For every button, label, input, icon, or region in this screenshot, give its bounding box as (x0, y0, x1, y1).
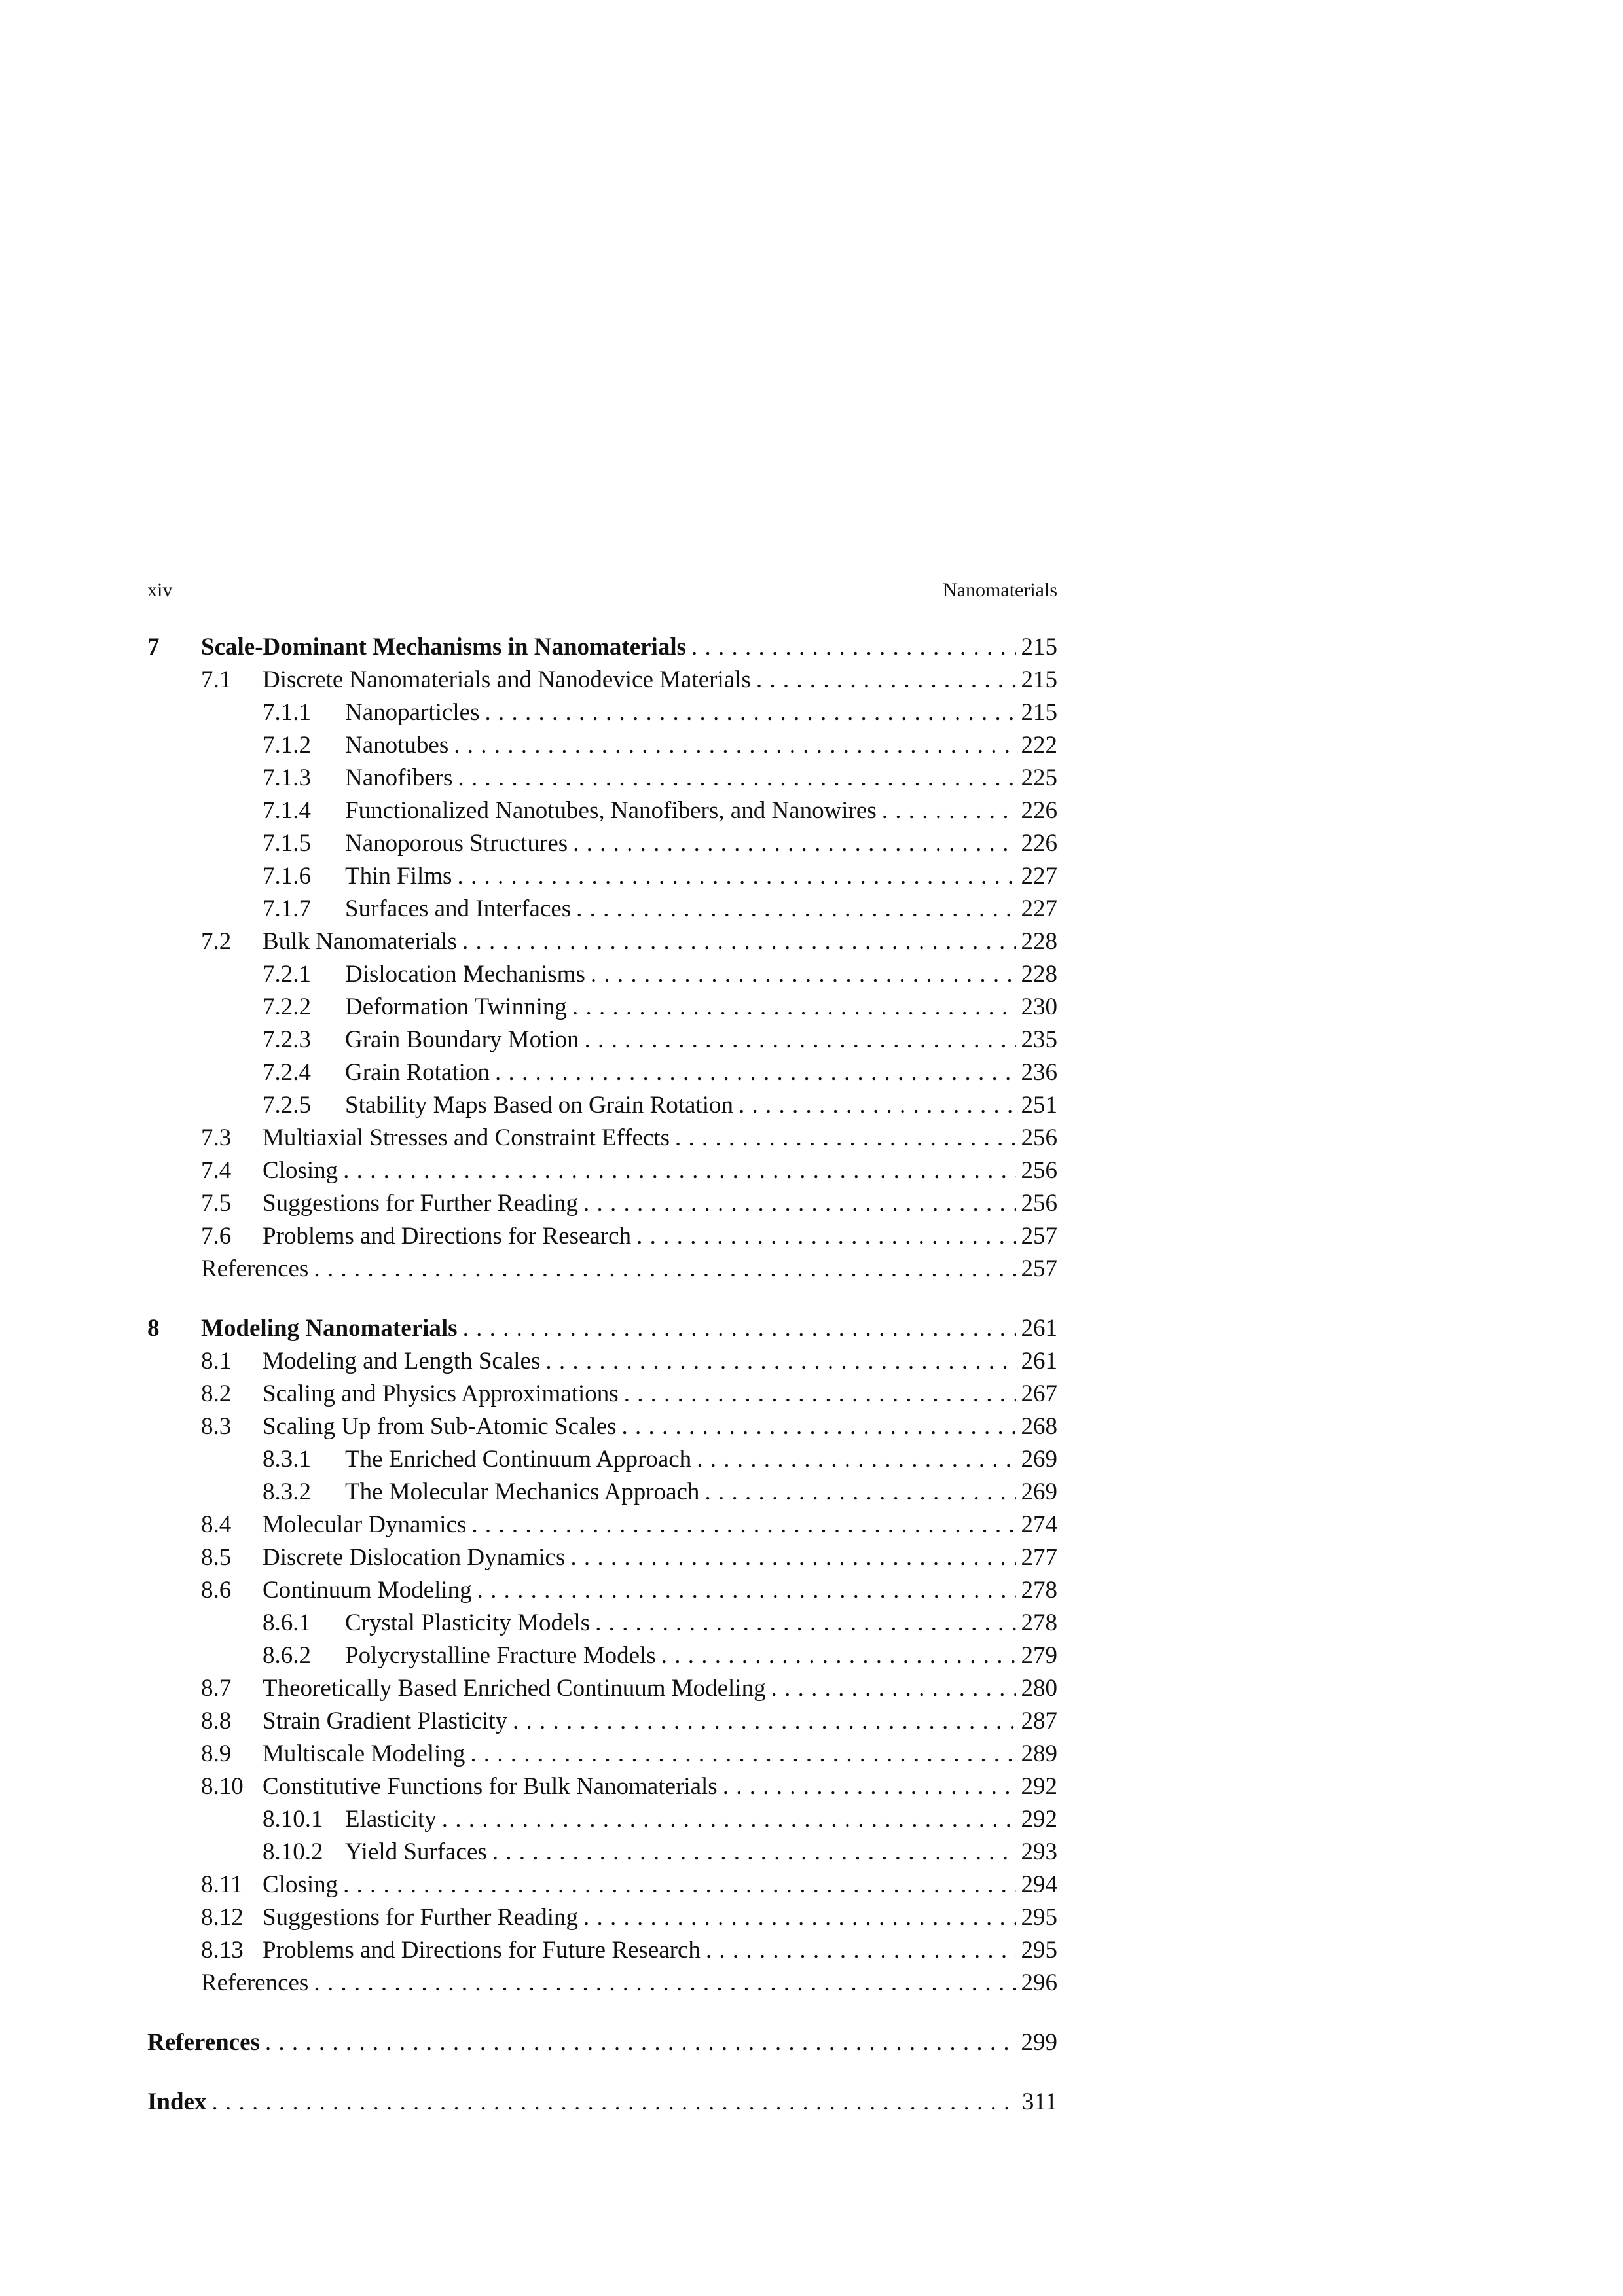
toc-spacer (147, 2000, 1057, 2026)
toc-chapter-entry[interactable] (147, 2086, 1057, 2119)
toc-entry-page-number: 277 (1021, 1544, 1057, 1571)
toc-section-entry[interactable] (147, 1901, 1057, 1934)
toc-entry-title: Deformation Twinning (345, 991, 572, 1024)
toc-chapter-entry[interactable] (147, 631, 1057, 664)
dot-leader (458, 762, 1015, 795)
document-page (147, 0, 1057, 2296)
dot-leader (583, 1901, 1016, 1934)
toc-subsection-entry[interactable] (147, 1443, 1057, 1476)
toc-entry-page-number: 225 (1021, 764, 1057, 791)
toc-subsection-entry[interactable] (147, 729, 1057, 762)
toc-entry-page-number: 215 (1021, 666, 1057, 693)
dot-leader (583, 1187, 1016, 1220)
toc-subsection-entry[interactable] (147, 1476, 1057, 1509)
dot-leader (882, 795, 1016, 827)
dot-leader (477, 1574, 1016, 1607)
toc-entry-number: 8.12 (201, 1904, 244, 1931)
toc-section-entry[interactable] (147, 1541, 1057, 1574)
toc-entry-page-number: 227 (1021, 895, 1057, 922)
toc-entry-number: 8.6.1 (263, 1609, 311, 1636)
toc-entry-page-number: 227 (1021, 863, 1057, 889)
toc-section-entry[interactable] (147, 925, 1057, 958)
toc-entry-title: References (147, 2026, 265, 2059)
toc-section-entry[interactable] (147, 1672, 1057, 1705)
dot-leader (457, 860, 1015, 893)
toc-entry-number: 7.6 (201, 1223, 232, 1249)
toc-subsection-entry[interactable] (147, 1803, 1057, 1836)
toc-entry-number: 7.2.5 (263, 1092, 311, 1119)
toc-entry-number: 7 (147, 634, 160, 660)
dot-leader (675, 1122, 1015, 1155)
toc-entry-number: 7.2 (201, 928, 232, 955)
toc-subsection-entry[interactable] (147, 1089, 1057, 1122)
dot-leader (495, 1056, 1016, 1089)
toc-section-entry[interactable] (147, 1410, 1057, 1443)
toc-entry-number: 7.1.4 (263, 797, 311, 824)
toc-subsection-entry[interactable] (147, 795, 1057, 827)
toc-entry-page-number: 278 (1021, 1577, 1057, 1604)
toc-section-entry[interactable] (147, 1705, 1057, 1738)
toc-entry-title: Scale-Dominant Mechanisms in Nanomaterials (201, 631, 691, 664)
toc-entry-number: 8.4 (201, 1511, 232, 1538)
toc-entry-title: Problems and Directions for Future Research (263, 1934, 706, 1967)
toc-subsection-entry[interactable] (147, 893, 1057, 925)
dot-leader (545, 1345, 1015, 1378)
dot-leader (704, 1476, 1015, 1509)
toc-entry-page-number: 230 (1021, 994, 1057, 1020)
dot-leader (661, 1640, 1016, 1672)
toc-subsection-entry[interactable] (147, 958, 1057, 991)
toc-subsection-entry[interactable] (147, 1024, 1057, 1056)
toc-entry-page-number: 293 (1021, 1839, 1057, 1865)
toc-entry-title: Functionalized Nanotubes, Nanofibers, and Nanowires (345, 795, 882, 827)
toc-entry-title: The Molecular Mechanics Approach (345, 1476, 704, 1509)
toc-section-entry[interactable] (147, 1967, 1057, 2000)
dot-leader (462, 925, 1016, 958)
toc-entry-title: References (201, 1253, 314, 1285)
toc-entry-number: 8.13 (201, 1937, 244, 1964)
toc-entry-number: 8.10.1 (263, 1806, 323, 1833)
toc-section-entry[interactable] (147, 664, 1057, 696)
toc-entry-title: Bulk Nanomaterials (263, 925, 462, 958)
toc-entry-title: Suggestions for Further Reading (263, 1901, 583, 1934)
dot-leader (484, 696, 1015, 729)
toc-chapter-entry[interactable] (147, 1312, 1057, 1345)
toc-entry-number: 7.2.2 (263, 994, 311, 1020)
toc-entry-number: 7.4 (201, 1157, 232, 1184)
toc-entry-page-number: 251 (1021, 1092, 1057, 1119)
toc-entry-page-number: 289 (1021, 1740, 1057, 1767)
toc-entry-title: Scaling and Physics Approximations (263, 1378, 624, 1410)
toc-subsection-entry[interactable] (147, 991, 1057, 1024)
toc-entry-number: 8.8 (201, 1708, 232, 1734)
toc-entry-number: 7.1.2 (263, 732, 311, 759)
toc-section-entry[interactable] (147, 1934, 1057, 1967)
toc-entry-title: Grain Rotation (345, 1056, 495, 1089)
toc-entry-page-number: 268 (1021, 1413, 1057, 1440)
toc-entry-number: 7.1.3 (263, 764, 311, 791)
toc-entry-title: Nanoparticles (345, 696, 484, 729)
toc-entry-title: Elasticity (345, 1803, 442, 1836)
toc-entry-page-number: 279 (1021, 1642, 1057, 1669)
toc-entry-title: Closing (263, 1155, 343, 1187)
toc-entry-number: 7.1.7 (263, 895, 311, 922)
toc-entry-page-number: 311 (1021, 2089, 1057, 2115)
toc-entry-page-number: 257 (1021, 1255, 1057, 1282)
toc-spacer (147, 2059, 1057, 2086)
dot-leader (343, 1155, 1015, 1187)
dot-leader (343, 1869, 1015, 1901)
toc-entry-page-number: 295 (1021, 1937, 1057, 1964)
toc-entry-page-number: 267 (1021, 1380, 1057, 1407)
toc-section-entry[interactable] (147, 1122, 1057, 1155)
toc-entry-page-number: 256 (1021, 1124, 1057, 1151)
toc-entry-title: References (201, 1967, 314, 2000)
toc-entry-title: Nanotubes (345, 729, 454, 762)
toc-entry-number: 8.7 (201, 1675, 232, 1702)
toc-entry-title: Thin Films (345, 860, 457, 893)
toc-subsection-entry[interactable] (147, 1640, 1057, 1672)
toc-entry-number: 7.1.5 (263, 830, 311, 857)
toc-entry-page-number: 296 (1021, 1969, 1057, 1996)
toc-entry-number: 7.2.1 (263, 961, 311, 988)
toc-entry-title: Molecular Dynamics (263, 1509, 471, 1541)
dot-leader (576, 893, 1015, 925)
toc-entry-title: Discrete Dislocation Dynamics (263, 1541, 570, 1574)
toc-entry-page-number: 274 (1021, 1511, 1057, 1538)
toc-entry-title: Nanoporous Structures (345, 827, 573, 860)
toc-spacer (147, 1285, 1057, 1312)
toc-entry-page-number: 278 (1021, 1609, 1057, 1636)
toc-entry-number: 8.3 (201, 1413, 232, 1440)
toc-section-entry[interactable] (147, 1253, 1057, 1285)
toc-subsection-entry[interactable] (147, 1836, 1057, 1869)
toc-entry-title: Yield Surfaces (345, 1836, 492, 1869)
toc-subsection-entry[interactable] (147, 762, 1057, 795)
toc-entry-number: 7.1.1 (263, 699, 311, 726)
toc-entry-number: 7.3 (201, 1124, 232, 1151)
toc-entry-number: 8.10 (201, 1773, 244, 1800)
toc-subsection-entry[interactable] (147, 860, 1057, 893)
toc-entry-title: Problems and Directions for Research (263, 1220, 636, 1253)
toc-entry-page-number: 294 (1021, 1871, 1057, 1898)
toc-entry-title: Stability Maps Based on Grain Rotation (345, 1089, 739, 1122)
toc-entry-page-number: 257 (1021, 1223, 1057, 1249)
toc-section-entry[interactable] (147, 1155, 1057, 1187)
toc-entry-number: 8.3.2 (263, 1479, 311, 1505)
toc-entry-number: 8.9 (201, 1740, 232, 1767)
toc-entry-number: 8.2 (201, 1380, 232, 1407)
toc-entry-title: Index (147, 2086, 211, 2119)
dot-leader (595, 1607, 1015, 1640)
toc-entry-title: Theoretically Based Enriched Continuum Modeling (263, 1672, 771, 1705)
toc-entry-page-number: 226 (1021, 797, 1057, 824)
toc-entry-number: 8.6.2 (263, 1642, 311, 1669)
toc-entry-page-number: 269 (1021, 1446, 1057, 1473)
toc-entry-number: 8.1 (201, 1348, 232, 1374)
toc-entry-page-number: 287 (1021, 1708, 1057, 1734)
toc-section-entry[interactable] (147, 1378, 1057, 1410)
toc-section-entry[interactable] (147, 1770, 1057, 1803)
toc-subsection-entry[interactable] (147, 1607, 1057, 1640)
toc-entry-title: Surfaces and Interfaces (345, 893, 576, 925)
toc-entry-page-number: 269 (1021, 1479, 1057, 1505)
toc-chapter-entry[interactable] (147, 2026, 1057, 2059)
toc-section-entry[interactable] (147, 1187, 1057, 1220)
dot-leader (624, 1378, 1016, 1410)
dot-leader (691, 631, 1016, 664)
toc-entry-number: 8.6 (201, 1577, 232, 1604)
toc-entry-page-number: 228 (1021, 961, 1057, 988)
toc-entry-title: Modeling and Length Scales (263, 1345, 545, 1378)
running-title: Nanomaterials (943, 579, 1057, 601)
toc-entry-page-number: 280 (1021, 1675, 1057, 1702)
toc-entry-page-number: 222 (1021, 732, 1057, 759)
dot-leader (513, 1705, 1015, 1738)
toc-entry-title: Modeling Nanomaterials (201, 1312, 463, 1345)
toc-subsection-entry[interactable] (147, 696, 1057, 729)
toc-entry-page-number: 215 (1021, 634, 1057, 660)
dot-leader (636, 1220, 1015, 1253)
toc-entry-number: 7.2.4 (263, 1059, 311, 1086)
dot-leader (622, 1410, 1016, 1443)
dot-leader (756, 664, 1016, 696)
toc-entry-title: Polycrystalline Fracture Models (345, 1640, 661, 1672)
dot-leader (570, 1541, 1015, 1574)
toc-section-entry[interactable] (147, 1509, 1057, 1541)
toc-entry-title: Multiaxial Stresses and Constraint Effects (263, 1122, 675, 1155)
toc-entry-title: Dislocation Mechanisms (345, 958, 591, 991)
toc-entry-page-number: 261 (1021, 1348, 1057, 1374)
toc-entry-page-number: 295 (1021, 1904, 1057, 1931)
table-of-contents (147, 631, 1057, 2119)
toc-entry-page-number: 299 (1021, 2029, 1057, 2056)
toc-entry-number: 7.5 (201, 1190, 232, 1217)
dot-leader (585, 1024, 1016, 1056)
dot-leader (463, 1312, 1016, 1345)
toc-entry-title: Constitutive Functions for Bulk Nanomaterials (263, 1770, 723, 1803)
toc-entry-page-number: 228 (1021, 928, 1057, 955)
dot-leader (471, 1509, 1015, 1541)
toc-entry-number: 7.1.6 (263, 863, 311, 889)
toc-entry-page-number: 215 (1021, 699, 1057, 726)
dot-leader (591, 958, 1016, 991)
dot-leader (723, 1770, 1016, 1803)
toc-entry-title: Closing (263, 1869, 343, 1901)
toc-entry-number: 7.1 (201, 666, 232, 693)
dot-leader (314, 1253, 1015, 1285)
toc-entry-page-number: 256 (1021, 1190, 1057, 1217)
dot-leader (739, 1089, 1016, 1122)
toc-entry-title: Strain Gradient Plasticity (263, 1705, 513, 1738)
toc-entry-page-number: 256 (1021, 1157, 1057, 1184)
dot-leader (573, 827, 1015, 860)
toc-entry-title: Continuum Modeling (263, 1574, 477, 1607)
toc-entry-number: 7.2.3 (263, 1026, 311, 1053)
toc-subsection-entry[interactable] (147, 1056, 1057, 1089)
toc-entry-title: The Enriched Continuum Approach (345, 1443, 697, 1476)
toc-entry-title: Scaling Up from Sub-Atomic Scales (263, 1410, 622, 1443)
dot-leader (771, 1672, 1016, 1705)
running-head (147, 577, 1057, 603)
dot-leader (454, 729, 1015, 762)
toc-section-entry[interactable] (147, 1738, 1057, 1770)
toc-entry-number: 8 (147, 1315, 160, 1342)
toc-entry-number: 8.10.2 (263, 1839, 323, 1865)
dot-leader (314, 1967, 1015, 2000)
page-folio: xiv (147, 579, 173, 601)
dot-leader (572, 991, 1016, 1024)
toc-section-entry[interactable] (147, 1220, 1057, 1253)
toc-entry-page-number: 292 (1021, 1773, 1057, 1800)
toc-section-entry[interactable] (147, 1869, 1057, 1901)
dot-leader (697, 1443, 1015, 1476)
toc-entry-number: 8.5 (201, 1544, 232, 1571)
toc-entry-title: Suggestions for Further Reading (263, 1187, 583, 1220)
dot-leader (706, 1934, 1016, 1967)
toc-entry-page-number: 261 (1021, 1315, 1057, 1342)
toc-entry-title: Multiscale Modeling (263, 1738, 470, 1770)
dot-leader (470, 1738, 1015, 1770)
toc-entry-title: Discrete Nanomaterials and Nanodevice Materials (263, 664, 756, 696)
toc-entry-title: Grain Boundary Motion (345, 1024, 585, 1056)
dot-leader (492, 1836, 1016, 1869)
toc-section-entry[interactable] (147, 1345, 1057, 1378)
dot-leader (211, 2086, 1016, 2119)
toc-entry-number: 8.3.1 (263, 1446, 311, 1473)
toc-entry-page-number: 226 (1021, 830, 1057, 857)
toc-subsection-entry[interactable] (147, 827, 1057, 860)
toc-section-entry[interactable] (147, 1574, 1057, 1607)
toc-entry-title: Crystal Plasticity Models (345, 1607, 595, 1640)
toc-entry-page-number: 236 (1021, 1059, 1057, 1086)
dot-leader (265, 2026, 1016, 2059)
toc-entry-page-number: 292 (1021, 1806, 1057, 1833)
toc-entry-title: Nanofibers (345, 762, 458, 795)
toc-entry-page-number: 235 (1021, 1026, 1057, 1053)
toc-entry-number: 8.11 (201, 1871, 243, 1898)
dot-leader (442, 1803, 1016, 1836)
